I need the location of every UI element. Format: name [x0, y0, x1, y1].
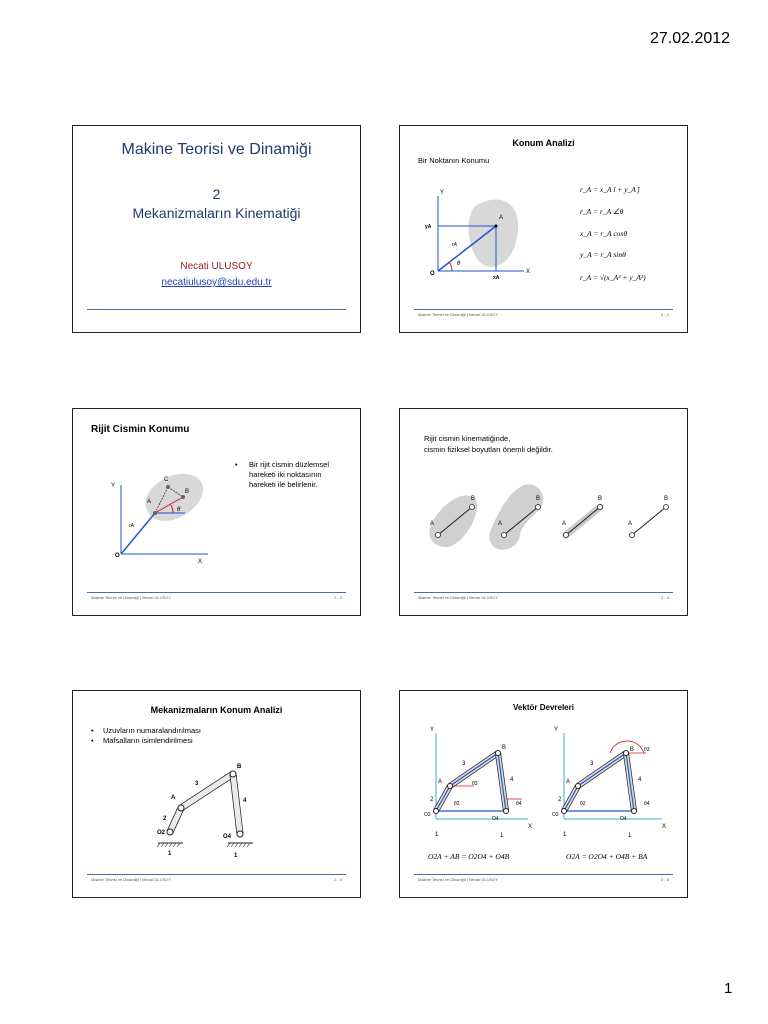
- link-3-label: 3: [195, 781, 199, 787]
- equation-left: O2A + AB = O2O4 + O4B: [428, 852, 510, 861]
- equation-5: r_A = √(x_A² + y_A²): [580, 273, 646, 282]
- right-link-4: 4: [638, 777, 642, 783]
- body-1-b: B: [471, 496, 476, 502]
- origin-label: O: [115, 553, 120, 559]
- link-1b-label: 1: [234, 853, 238, 859]
- joint-o4-label: O4: [223, 834, 232, 840]
- left-theta2: θ2: [454, 801, 460, 807]
- origin-label: O: [430, 271, 435, 277]
- joint-a-label: A: [171, 795, 176, 801]
- joint-o2-label: O2: [157, 830, 166, 836]
- body-2-b: B: [536, 496, 541, 502]
- right-theta3: θ3: [644, 747, 650, 753]
- page-date: 27.02.2012: [650, 30, 731, 47]
- slide-footer: Makine Teorisi ve Dinamiği | Necati ULUSOY 2 - 6: [414, 874, 673, 885]
- slide-3-title: Rijit Cismin Konumu: [91, 424, 190, 435]
- chapter-number: 2: [212, 186, 221, 202]
- author-name: Necati ULUSOY: [180, 261, 253, 272]
- right-y-label: Y: [554, 727, 559, 733]
- body-4-a: A: [628, 521, 633, 527]
- four-bar-mechanism-diagram: [73, 691, 361, 898]
- rigid-body-shapes: [400, 409, 688, 616]
- left-link-1: 1: [435, 832, 439, 838]
- ra-label: rA: [452, 242, 457, 248]
- right-theta4: θ4: [644, 801, 650, 807]
- slide-2-subtitle: Bir Noktanın Konumu: [418, 156, 490, 165]
- bullet-dot: •: [91, 736, 94, 745]
- left-a-label: A: [438, 779, 443, 785]
- equation-right: O2A = O2O4 + O4B + BA: [566, 852, 648, 861]
- link-4-label: 4: [243, 798, 247, 804]
- equation-3: x_A = r_A cosθ: [580, 229, 628, 238]
- vector-loop-equations: [400, 691, 688, 898]
- link-2-label: 2: [163, 816, 167, 822]
- left-b-label: B: [502, 745, 507, 751]
- slide-footer: Makine Teorisi ve Dinamiği | Necati ULUSOY 2 - 5: [87, 874, 346, 885]
- left-x-label: X: [528, 824, 533, 830]
- slide-2-title: Konum Analizi: [512, 138, 575, 148]
- slide-mekanizma-konum: [72, 690, 361, 898]
- ya-label: yA: [425, 224, 432, 230]
- body-3-a: A: [562, 521, 567, 527]
- slide-footer: Makine Teorisi ve Dinamiği | Necati ULUSOY 2 - 3: [87, 592, 346, 603]
- xa-label: xA: [493, 275, 500, 281]
- left-theta4: θ4: [516, 801, 522, 807]
- left-link-4: 4: [510, 777, 514, 783]
- ra-label: rA: [129, 523, 134, 529]
- note-line-1: Rijit cismin kinematiğinde,: [424, 434, 511, 443]
- bullet-text: Bir rijit cismin düzlemsel hareketi iki noktasının hareketi ile belirlenir.: [249, 460, 330, 489]
- position-equations: [400, 126, 688, 333]
- left-theta3: θ3: [472, 781, 478, 787]
- point-b-label: B: [185, 489, 190, 495]
- author-email-link[interactable]: necatiulusoy@sdu.edu.tr: [161, 277, 272, 288]
- slide-konum-analizi: [399, 125, 688, 333]
- note-line-2: cismin fiziksel boyutları önemli değildir.: [424, 445, 553, 454]
- joint-b-label: B: [237, 764, 242, 770]
- bullet-1: Uzuvların numaralandırılması: [103, 726, 201, 735]
- link-1a-label: 1: [168, 851, 172, 857]
- slide-vektor-devreleri: [399, 690, 688, 898]
- right-o4-label: O4: [620, 816, 627, 822]
- left-link-1b: 1: [500, 833, 504, 839]
- bullet-2: Mafsalların isimlendirilmesi: [103, 736, 193, 745]
- left-o2-label: O2: [424, 812, 431, 818]
- slide-6-title: Vektör Devreleri: [513, 703, 574, 712]
- body-3-b: B: [598, 496, 603, 502]
- slide-rigid-body-note: [399, 408, 688, 616]
- y-axis-label: Y: [440, 190, 445, 196]
- right-x-label: X: [662, 824, 667, 830]
- slide-rijit-cisim: [72, 408, 361, 616]
- right-b-label: B: [630, 747, 635, 753]
- right-a-label: A: [566, 779, 571, 785]
- right-link-3: 3: [590, 761, 594, 767]
- slide-1-title: Makine Teorisi ve Dinamiği: [121, 141, 312, 158]
- chapter-title: Mekanizmaların Kinematiği: [132, 205, 301, 221]
- right-link-2: 2: [558, 797, 562, 803]
- bullet-dot: •: [91, 726, 94, 735]
- slide-footer: [87, 309, 346, 320]
- slide-footer: Makine Teorisi ve Dinamiği | Necati ULUSOY 2 - 2: [414, 309, 673, 320]
- bullet-dot: •: [235, 460, 238, 469]
- equation-1: r_A = x_A î + y_A ĵ: [580, 185, 640, 194]
- x-axis-label: X: [198, 559, 203, 565]
- body-2-a: A: [498, 521, 503, 527]
- point-a-label: A: [499, 215, 504, 221]
- slide-title: [72, 125, 361, 333]
- left-link-3: 3: [462, 761, 466, 767]
- x-axis-label: X: [526, 269, 531, 275]
- theta-label: θ: [457, 261, 461, 267]
- slide-footer: Makine Teorisi ve Dinamiği | Necati ULUSOY 2 - 4: [414, 592, 673, 603]
- left-y-label: Y: [430, 727, 435, 733]
- body-1-a: A: [430, 521, 435, 527]
- right-link-1: 1: [563, 832, 567, 838]
- right-theta2: θ2: [580, 801, 586, 807]
- right-link-1b: 1: [628, 833, 632, 839]
- point-c-label: C: [164, 477, 169, 483]
- equation-4: y_A = r_A sinθ: [580, 250, 626, 259]
- equation-2: r_A = r_A ∠θ: [580, 207, 624, 216]
- point-a-label: A: [147, 499, 152, 505]
- slide-5-title: Mekanizmaların Konum Analizi: [150, 705, 283, 715]
- right-o2-label: O2: [552, 812, 559, 818]
- left-o4-label: O4: [492, 816, 499, 822]
- left-link-2: 2: [430, 797, 434, 803]
- page-number: 1: [724, 980, 733, 997]
- body-4-b: B: [664, 496, 669, 502]
- y-axis-label: Y: [111, 483, 116, 489]
- theta-label: θ: [177, 507, 181, 513]
- rigid-body-diagram: [73, 409, 361, 616]
